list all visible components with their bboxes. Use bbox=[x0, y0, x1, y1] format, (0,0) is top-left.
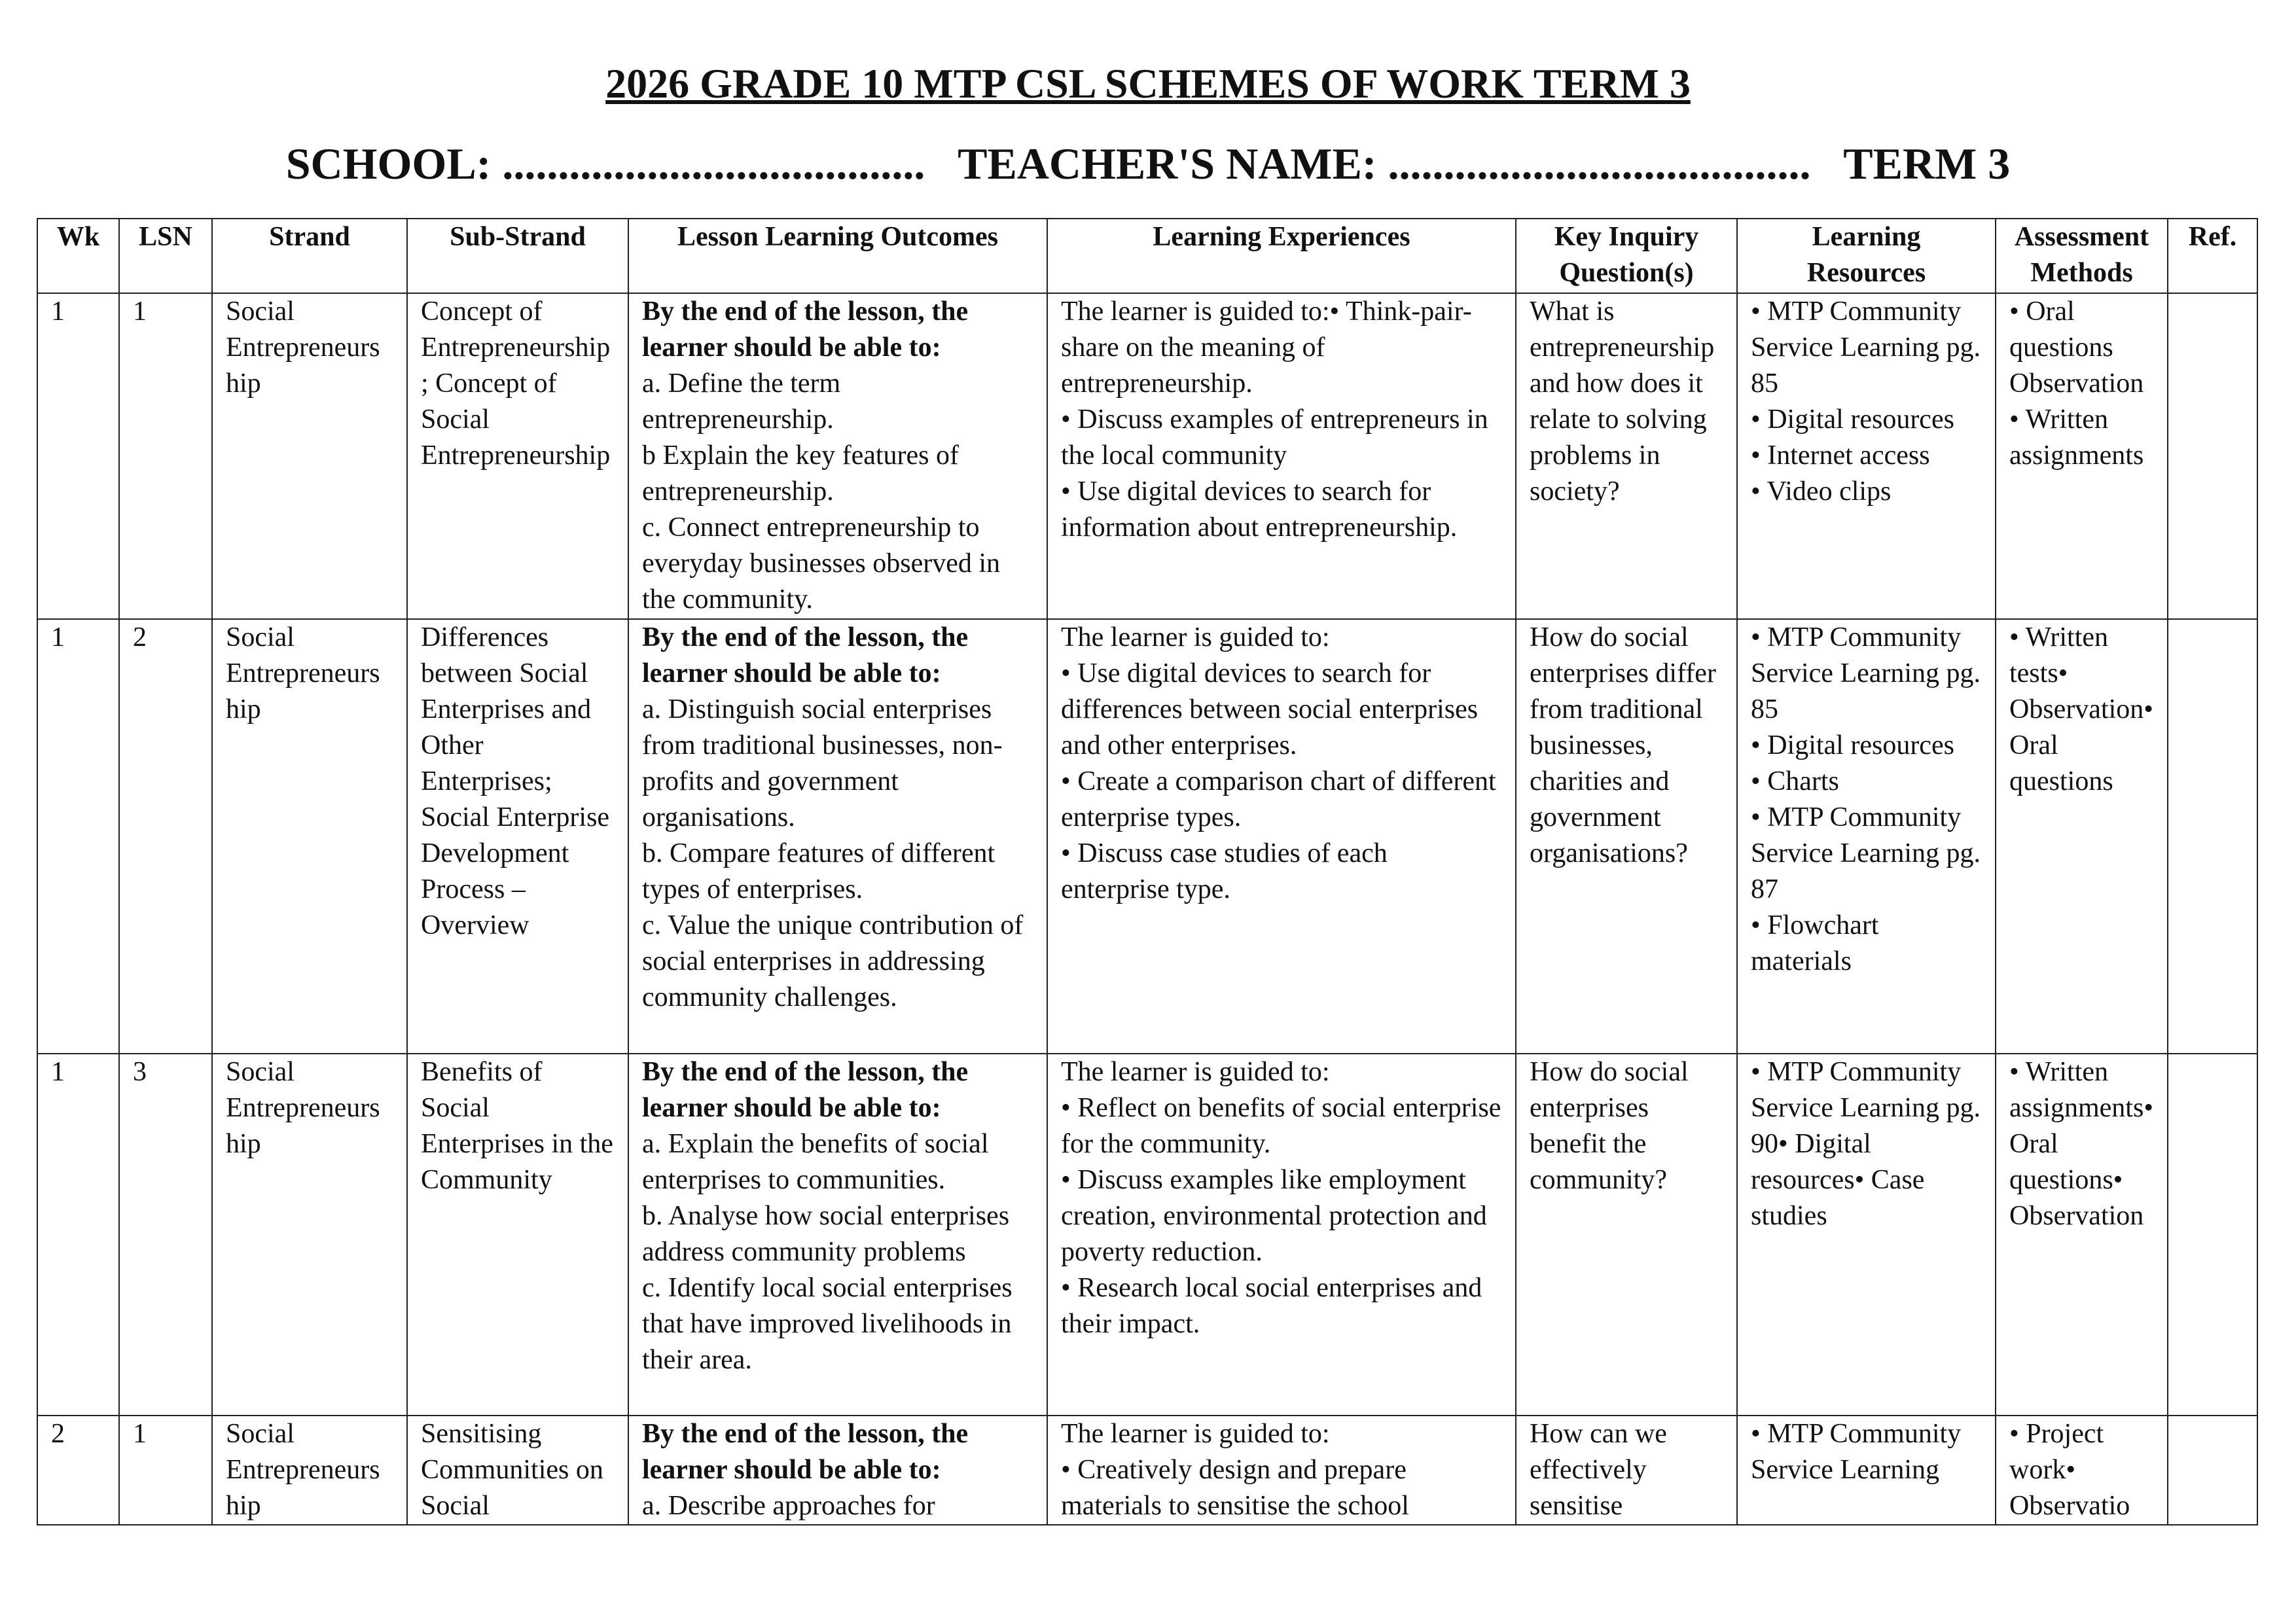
cell-inquiry: What is entrepreneurship and how does it relate to solving problems in society? bbox=[1516, 293, 1737, 619]
table-row bbox=[37, 619, 2257, 1054]
cell-inquiry: How do social enterprises differ from traditional businesses, charities and government organisations? bbox=[1516, 619, 1737, 1054]
cell-resources bbox=[1737, 1416, 1996, 1525]
cell-ref bbox=[2168, 619, 2257, 1054]
cell-resources-line: • MTP Community Service Learning bbox=[1751, 1419, 1962, 1485]
header-assessment: Assessment Methods bbox=[1996, 219, 2168, 293]
cell-sub-strand: Concept of Entrepreneurship; Concept of Social Entrepreneurship bbox=[407, 293, 628, 619]
table-row bbox=[37, 293, 2257, 619]
cell-assessment bbox=[1996, 1416, 2168, 1525]
cell-resources bbox=[1737, 1054, 1996, 1416]
cell-assessment bbox=[1996, 619, 2168, 1054]
scheme-of-work-table bbox=[37, 218, 2258, 1525]
outcomes-lead: By the end of the lesson, the learner should be able to: bbox=[642, 1419, 969, 1485]
cell-strand: Social Entrepreneurship bbox=[212, 1416, 407, 1525]
cell-lesson: 1 bbox=[119, 293, 212, 619]
cell-resources bbox=[1737, 293, 1996, 619]
cell-experiences-line: The learner is guided to: bbox=[1061, 622, 1330, 652]
cell-outcomes-line: b. Analyse how social enterprises address community problems bbox=[642, 1201, 1010, 1267]
cell-week: 2 bbox=[37, 1416, 119, 1525]
cell-resources-line: • Digital resources bbox=[1751, 404, 1954, 435]
cell-lesson: 3 bbox=[119, 1054, 212, 1416]
cell-resources-line: • Video clips bbox=[1751, 476, 1892, 507]
cell-outcomes-line: b Explain the key features of entrepreneurship. bbox=[642, 440, 959, 507]
cell-resources bbox=[1737, 619, 1996, 1054]
cell-outcomes bbox=[628, 293, 1047, 619]
cell-ref bbox=[2168, 1416, 2257, 1525]
cell-resources-line: • Internet access bbox=[1751, 440, 1930, 471]
cell-week: 1 bbox=[37, 619, 119, 1054]
cell-resources-line: • Flowchart materials bbox=[1751, 910, 1879, 976]
cell-assessment-line: • Written assignments• Oral questions• Observation bbox=[2009, 1057, 2154, 1231]
cell-assessment-line: • Project work• Observatio bbox=[2009, 1419, 2130, 1521]
cell-sub-strand: Differences between Social Enterprises and Other Enterprises; Social Enterprise Development Process – Overview bbox=[407, 619, 628, 1054]
cell-week: 1 bbox=[37, 1054, 119, 1416]
cell-inquiry: How do social enterprises benefit the community? bbox=[1516, 1054, 1737, 1416]
cell-outcomes-line: a. Describe approaches for bbox=[642, 1491, 935, 1521]
header-resources: Learning Resources bbox=[1737, 219, 1996, 293]
header-sub-strand: Sub-Strand bbox=[407, 219, 628, 293]
cell-outcomes-line: a. Distinguish social enterprises from traditional businesses, non-profits and government organisations. bbox=[642, 694, 1003, 832]
header-inquiry: Key Inquiry Question(s) bbox=[1516, 219, 1737, 293]
table-row bbox=[37, 1416, 2257, 1525]
cell-experiences-line: • Creatively design and prepare materials to sensitise the school bbox=[1061, 1455, 1409, 1521]
cell-resources-line: • MTP Community Service Learning pg. 85 bbox=[1751, 296, 1981, 399]
cell-resources-line: • MTP Community Service Learning pg. 87 bbox=[1751, 802, 1981, 904]
cell-assessment-line: • Oral questions Observation bbox=[2009, 296, 2144, 399]
cell-experiences-line: • Use digital devices to search for information about entrepreneurship. bbox=[1061, 476, 1458, 543]
cell-outcomes-line: c. Identify local social enterprises that have improved livelihoods in their area. bbox=[642, 1273, 1013, 1375]
cell-experiences-line: • Use digital devices to search for differences between social enterprises and other enterprises. bbox=[1061, 658, 1479, 760]
outcomes-lead: By the end of the lesson, the learner should be able to: bbox=[642, 1057, 969, 1123]
cell-experiences-line: The learner is guided to: bbox=[1061, 1057, 1330, 1087]
cell-experiences-line: • Discuss examples of entrepreneurs in the local community bbox=[1061, 404, 1488, 471]
table-row bbox=[37, 1054, 2257, 1416]
header-ref: Ref. bbox=[2168, 219, 2257, 293]
cell-experiences bbox=[1047, 1416, 1516, 1525]
cell-experiences bbox=[1047, 619, 1516, 1054]
document-subtitle: SCHOOL: ...................................... TEACHER'S NAME: ...................................... TERM 3 bbox=[285, 139, 2011, 188]
cell-resources-line: • Charts bbox=[1751, 766, 1839, 796]
cell-experiences-line: • Research local social enterprises and their impact. bbox=[1061, 1273, 1482, 1339]
cell-outcomes-line: a. Define the term entrepreneurship. bbox=[642, 368, 841, 435]
cell-week: 1 bbox=[37, 293, 119, 619]
cell-strand: Social Entrepreneurship bbox=[212, 619, 407, 1054]
header-wk: Wk bbox=[37, 219, 119, 293]
header-outcomes: Lesson Learning Outcomes bbox=[628, 219, 1047, 293]
table-body bbox=[37, 293, 2257, 1525]
outcomes-lead: By the end of the lesson, the learner should be able to: bbox=[642, 296, 969, 363]
header-strand: Strand bbox=[212, 219, 407, 293]
table-header-row bbox=[37, 219, 2257, 293]
cell-outcomes-line: c. Connect entrepreneurship to everyday businesses observed in the community. bbox=[642, 512, 1001, 615]
cell-inquiry: How can we effectively sensitise bbox=[1516, 1416, 1737, 1525]
cell-ref bbox=[2168, 1054, 2257, 1416]
cell-outcomes-line: a. Explain the benefits of social enterprises to communities. bbox=[642, 1129, 989, 1195]
cell-resources-line: • MTP Community Service Learning pg. 90• Digital resources• Case studies bbox=[1751, 1057, 1981, 1231]
cell-experiences-line: • Create a comparison chart of different enterprise types. bbox=[1061, 766, 1496, 832]
header-experiences: Learning Experiences bbox=[1047, 219, 1516, 293]
cell-outcomes bbox=[628, 1054, 1047, 1416]
cell-experiences bbox=[1047, 1054, 1516, 1416]
cell-assessment-line: • Written assignments bbox=[2009, 404, 2144, 471]
cell-strand: Social Entrepreneurship bbox=[212, 1054, 407, 1416]
header-lsn: LSN bbox=[119, 219, 212, 293]
cell-outcomes bbox=[628, 619, 1047, 1054]
cell-ref bbox=[2168, 293, 2257, 619]
cell-experiences bbox=[1047, 293, 1516, 619]
cell-outcomes bbox=[628, 1416, 1047, 1525]
cell-strand: Social Entrepreneurship bbox=[212, 293, 407, 619]
cell-outcomes-line: c. Value the unique contribution of social enterprises in addressing community challenges. bbox=[642, 910, 1024, 1012]
cell-experiences-line: The learner is guided to: bbox=[1061, 1419, 1330, 1449]
cell-sub-strand: Benefits of Social Enterprises in the Community bbox=[407, 1054, 628, 1416]
cell-outcomes-line: b. Compare features of different types of enterprises. bbox=[642, 838, 996, 904]
cell-experiences-line: • Reflect on benefits of social enterprise for the community. bbox=[1061, 1093, 1501, 1159]
cell-experiences-line: • Discuss case studies of each enterprise type. bbox=[1061, 838, 1388, 904]
document-title: 2026 GRADE 10 MTP CSL SCHEMES OF WORK TERM 3 bbox=[605, 60, 1691, 107]
cell-experiences-line: • Discuss examples like employment creation, environmental protection and poverty reduction. bbox=[1061, 1165, 1487, 1267]
cell-lesson: 2 bbox=[119, 619, 212, 1054]
cell-lesson: 1 bbox=[119, 1416, 212, 1525]
cell-assessment-line: • Written tests• Observation• Oral questions bbox=[2009, 622, 2153, 796]
cell-resources-line: • MTP Community Service Learning pg. 85 bbox=[1751, 622, 1981, 724]
cell-resources-line: • Digital resources bbox=[1751, 730, 1954, 760]
cell-assessment bbox=[1996, 293, 2168, 619]
outcomes-lead: By the end of the lesson, the learner should be able to: bbox=[642, 622, 969, 688]
cell-experiences-line: The learner is guided to:• Think-pair-share on the meaning of entrepreneurship. bbox=[1061, 296, 1472, 399]
cell-assessment bbox=[1996, 1054, 2168, 1416]
cell-sub-strand: Sensitising Communities on Social bbox=[407, 1416, 628, 1525]
